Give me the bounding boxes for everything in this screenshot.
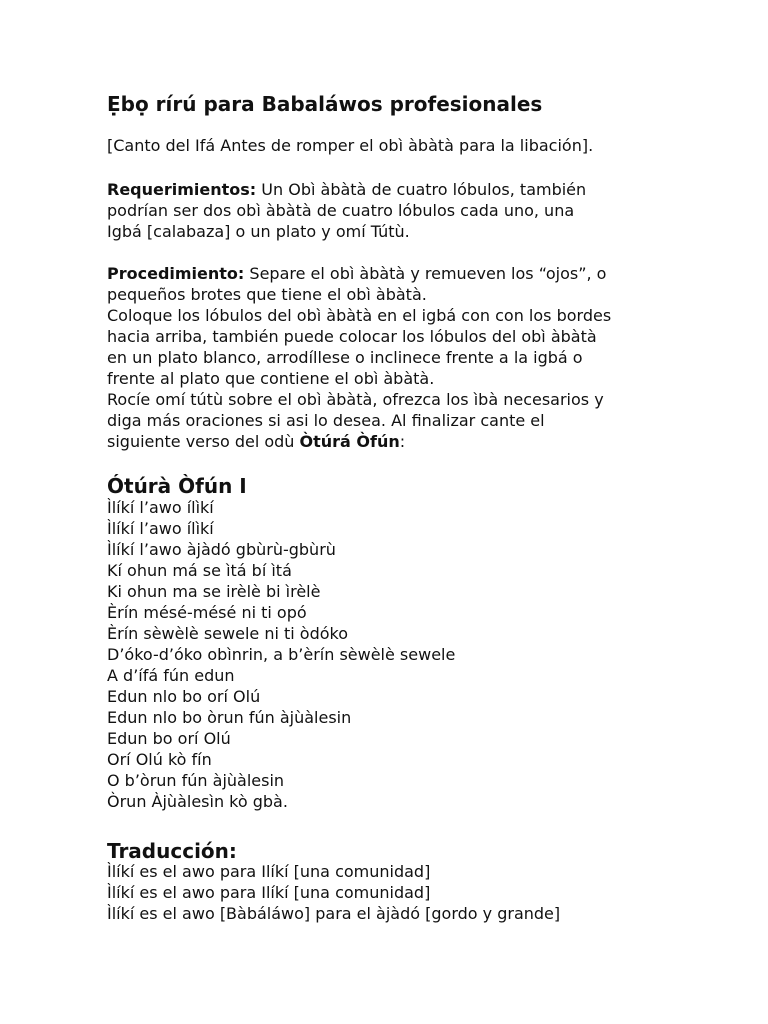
- verse-line: Edun nlo bo òrun fún àjùàlesin: [107, 708, 352, 727]
- verse-line: A d’ífá fún edun: [107, 666, 235, 685]
- verse-line: Edun nlo bo orí Olú: [107, 687, 261, 706]
- procedure-line: diga más oraciones si asi lo desea. Al finalizar cante el: [107, 411, 545, 430]
- requirements-label: Requerimientos:: [107, 180, 257, 199]
- translation-heading: Traducción:: [107, 839, 237, 863]
- verse-heading: Ótúrà Òfún I: [107, 474, 247, 498]
- verse-line: O b’òrun fún àjùàlesin: [107, 771, 285, 790]
- procedure-paragraph: [107, 263, 687, 452]
- verse-line: Èrín sèwèlè sewele ni ti òdóko: [107, 624, 349, 643]
- verse-line: Èrín mésé-mésé ni ti opó: [107, 603, 307, 622]
- procedure-line: frente al plato que contiene el obì àbàtà.: [107, 369, 435, 388]
- procedure-text-1: Separe el obì àbàtà y remueven los “ojos”, o: [244, 264, 607, 283]
- verse-list: [107, 497, 455, 812]
- procedure-line: pequeños brotes que tiene el obì àbàtà.: [107, 285, 427, 304]
- verse-line: Orí Olú kò fín: [107, 750, 212, 769]
- document-subtitle: [Canto del Ifá Antes de romper el obì àbàtà para la libación].: [107, 136, 594, 155]
- translation-list: [107, 861, 560, 924]
- procedure-line: en un plato blanco, arrodíllese o inclinece frente a la igbá o: [107, 348, 583, 367]
- procedure-line: Rocíe omí tútù sobre el obì àbàtà, ofrezca los ìbà necesarios y: [107, 390, 604, 409]
- requirements-text-3: Igbá [calabaza] o un plato y omí Tútù.: [107, 222, 410, 241]
- requirements-paragraph: [107, 179, 687, 242]
- odu-name: Òtúrá Òfún: [299, 432, 400, 451]
- procedure-line: hacia arriba, también puede colocar los lóbulos del obì àbàtà: [107, 327, 597, 346]
- translation-line: Ìlíkí es el awo para Ilíkí [una comunidad]: [107, 883, 431, 902]
- translation-line: Ìlíkí es el awo [Bàbáláwo] para el àjàdó [gordo y grande]: [107, 904, 561, 923]
- document-title: Ẹbọ rírú para Babaláwos profesionales: [107, 92, 543, 116]
- procedure-label: Procedimiento:: [107, 264, 245, 283]
- requirements-text-1: Un Obì àbàtà de cuatro lóbulos, también: [256, 180, 587, 199]
- translation-line: Ìlíkí es el awo para Ilíkí [una comunidad]: [107, 862, 431, 881]
- verse-line: Ki ohun ma se irèlè bi ìrèlè: [107, 582, 321, 601]
- procedure-line: Coloque los lóbulos del obì àbàtà en el igbá con con los bordes: [107, 306, 612, 325]
- verse-line: D’óko-d’óko obìnrin, a b’èrín sèwèlè sewele: [107, 645, 456, 664]
- verse-line: Òrun Àjùàlesìn kò gbà.: [107, 792, 288, 811]
- verse-line: Ìlíkí l’awo ílìkí: [107, 519, 214, 538]
- procedure-last-suffix: :: [399, 432, 406, 451]
- verse-line: Ìlíkí l’awo ílìkí: [107, 498, 214, 517]
- procedure-last-prefix: siguiente verso del odù: [107, 432, 300, 451]
- verse-line: Ìlíkí l’awo àjàdó gbùrù-gbùrù: [107, 540, 336, 559]
- verse-line: Kí ohun má se ìtá bí ìtá: [107, 561, 292, 580]
- verse-line: Edun bo orí Olú: [107, 729, 231, 748]
- requirements-text-2: podrían ser dos obì àbàtà de cuatro lóbulos cada uno, una: [107, 201, 575, 220]
